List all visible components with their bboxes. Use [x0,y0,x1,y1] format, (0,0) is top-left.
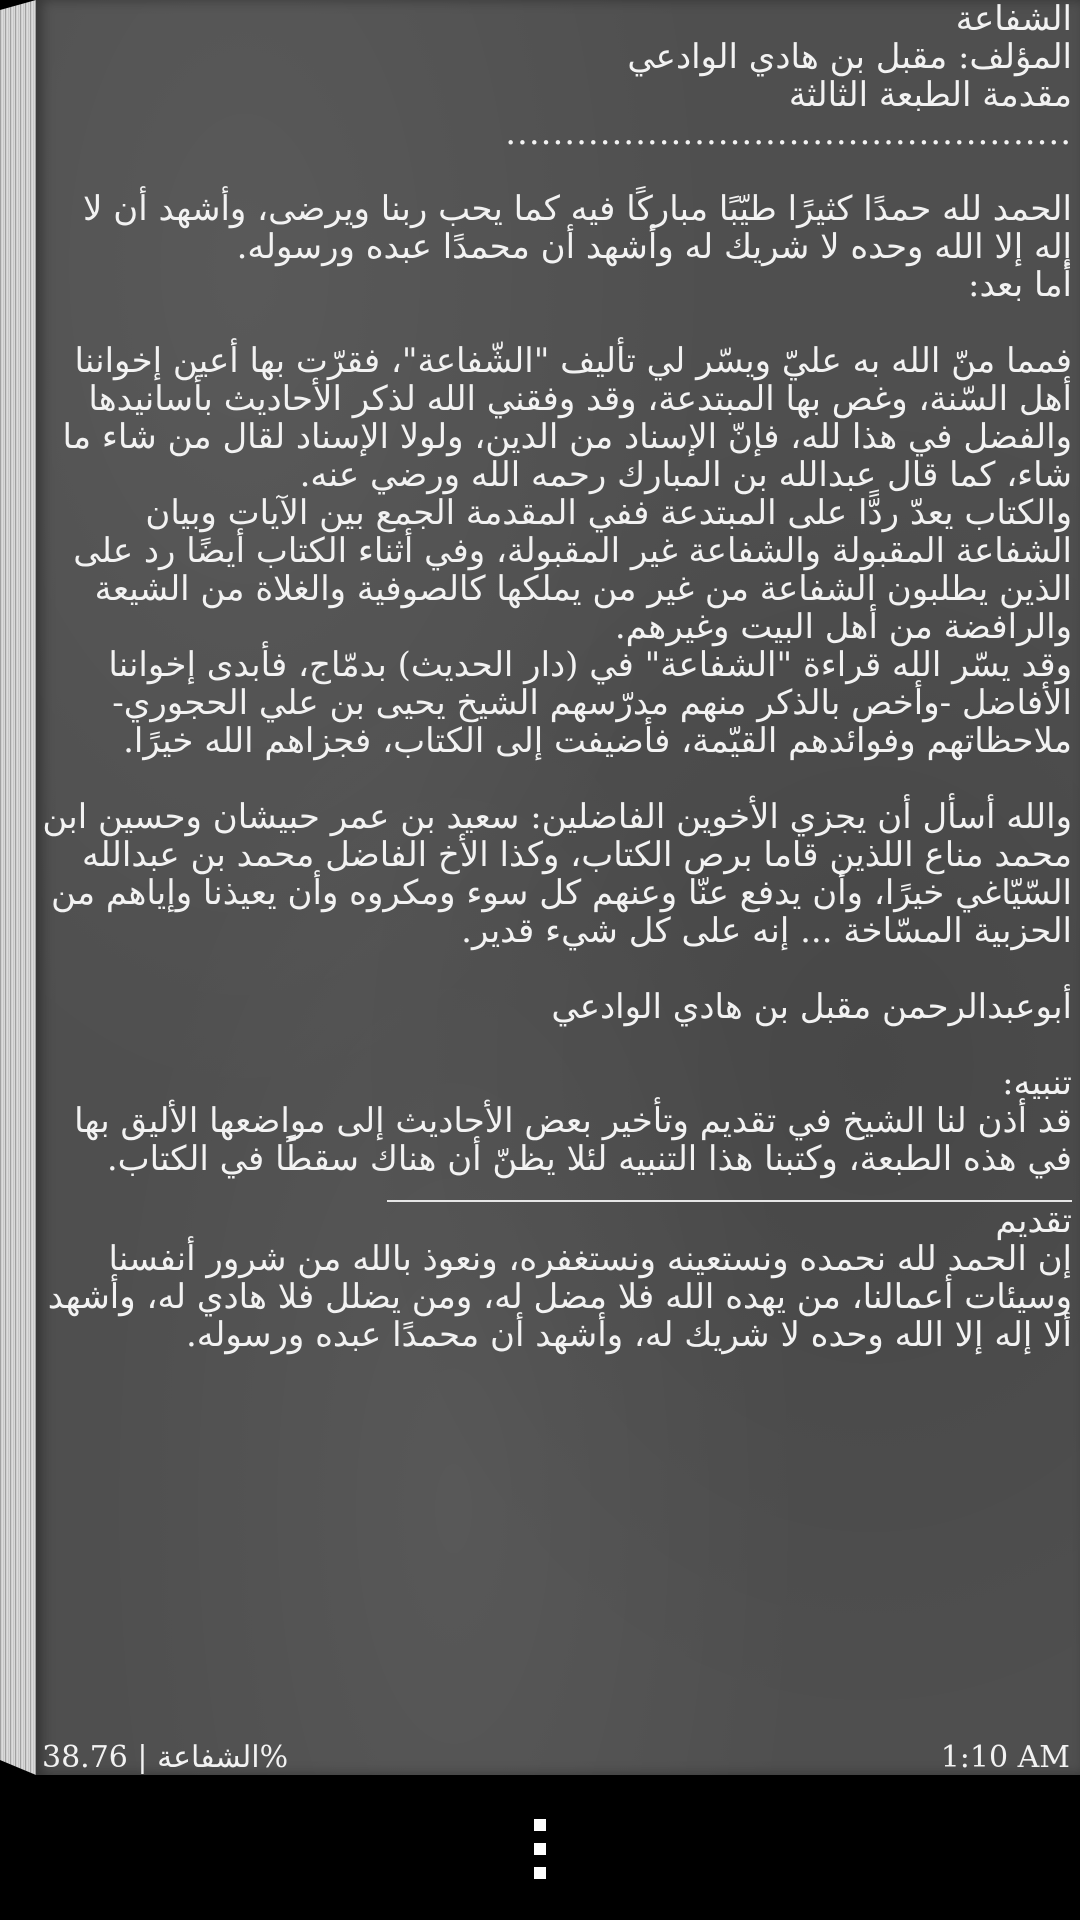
signature: أبوعبدالرحمن مقبل بن هادي الوادعي [551,987,1072,1027]
notice-title: تنبيه: [1002,1063,1072,1103]
intro-body: إن الحمد لله نحمده ونستعينه ونستغفره، ونعوذ بالله من شرور أنفسنا وسيئات أعمالنا، من يهده الله فلا مضل له، ومن يضلل فلا هادي له، وأشهد ألا إله إلا الله وحده لا شريك له، وأشهد أن محمدًا عبده ورسوله. [47,1239,1072,1355]
clock: 1:10 AM [940,1740,1070,1775]
navigation-bar [0,1775,1080,1920]
reader-page[interactable] [36,0,1080,1775]
author-line: المؤلف: مقبل بن هادي الوادعي [627,37,1072,77]
paragraph: فمما منّ الله به عليّ ويسّر لي تأليف "الشّفاعة"، فقرّت بها أعين إخواننا أهل السّنة، وغص بها المبتدعة، وقد وفقني الله لذكر الأحاديث بأسانيدها والفضل في هذا لله، فإنّ الإسناد من الدين، ولولا الإسناد لقال من شاء ما شاء، كما قال عبدالله بن المبارك رحمه الله ورضي عنه. [62,341,1072,495]
edition-line: مقدمة الطبعة الثالثة [788,75,1072,115]
intro-title: تقديم [995,1201,1072,1241]
paragraph: والله أسأل أن يجزي الأخوين الفاضلين: سعيد بن عمر حبيشان وحسين ابن محمد مناع اللذين قاما برص الكتاب، وكذا الأخ الفاضل محمد بن عبدالله السّيّاغي خيرًا، وأن يدفع عنّا وعنهم كل سوء ومكروه وأن يعيذنا وإياهم من الحزبية المسّاخة ... إنه على كل شيء قدير. [42,797,1072,951]
reading-progress: الشفاعة | 38.76% [42,1740,289,1775]
notice-body: قد أذن لنا الشيخ في تقديم وتأخير بعض الأحاديث إلى مواضعها الأليق بها في هذه الطبعة، وكتبنا هذا التنبيه لئلا يظنّ أن هناك سقطًا في الكتاب. [74,1101,1072,1179]
book-text [42,0,1072,1354]
paragraph: أما بعد: [968,265,1072,305]
reader-status-bar [36,1740,1080,1776]
book-page-edges [0,0,36,1775]
paragraph: وقد يسّر الله قراءة "الشفاعة" في (دار الحديث) بدمّاج، فأبدى إخواننا الأفاضل -وأخص بالذكر منهم مدرّسهم الشيخ يحيى بن علي الحجوري- ملاحظاتهم وفوائدهم القيّمة، فأضيفت إلى الكتاب، فجزاهم الله خيرًا. [108,645,1072,761]
paragraph: والكتاب يعدّ ردًّا على المبتدعة ففي المقدمة الجمع بين الآيات وبيان الشفاعة المقبولة والشفاعة غير المقبولة، وفي أثناء الكتاب أيضًا رد على الذين يطلبون الشفاعة من غير من يملكها كالصوفية والغلاة من الشيعة والرافضة من أهل البيت وغيرهم. [73,493,1072,647]
overflow-menu-icon[interactable] [524,1819,556,1879]
separator-dots: ................................................ [505,113,1072,153]
paragraph: الحمد لله حمدًا كثيرًا طيّبًا مباركًا فيه كما يحب ربنا ويرضى، وأشهد أن لا إله إلا الله وحده لا شريك له وأشهد أن محمدًا عبده ورسوله. [83,189,1072,267]
book-title: الشفاعة [955,0,1072,39]
